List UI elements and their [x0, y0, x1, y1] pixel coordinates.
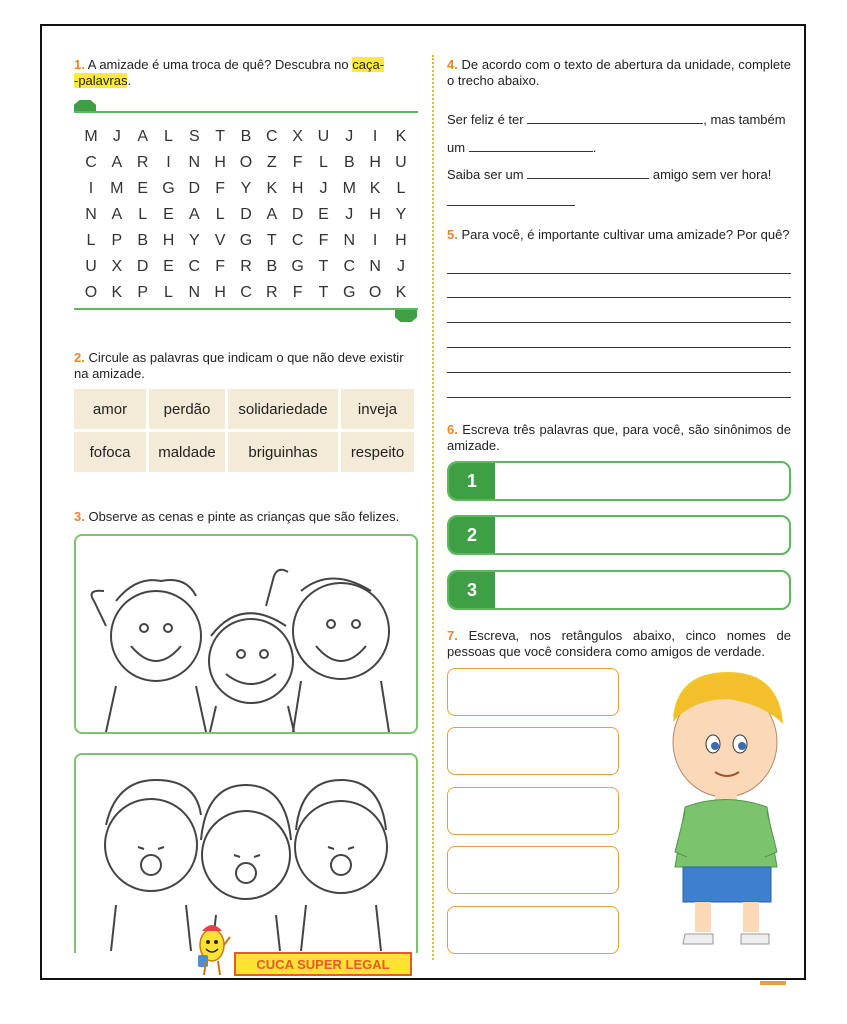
wordsearch-letter[interactable]: L [138, 206, 148, 223]
wordsearch-letter[interactable]: K [395, 128, 407, 145]
wordsearch-letter[interactable]: K [111, 284, 123, 301]
wordsearch-letter[interactable]: G [291, 258, 304, 275]
wordsearch-letter[interactable]: R [136, 154, 149, 171]
friend-name-box[interactable] [447, 668, 619, 716]
wordsearch-letter[interactable]: H [395, 232, 407, 249]
question-text: Observe as cenas e pinte as crianças que são felizes. [88, 509, 400, 524]
wordsearch-letter[interactable]: F [292, 154, 303, 171]
word-cell[interactable]: respeito [341, 432, 414, 472]
wordsearch-letter[interactable]: X [292, 128, 303, 145]
question-2 [74, 350, 420, 382]
wordsearch-letter[interactable]: J [396, 258, 405, 275]
wordsearch-row [74, 254, 418, 280]
wordsearch-letter[interactable]: J [319, 180, 328, 197]
word-search-grid[interactable] [74, 124, 418, 306]
synonym-box-1[interactable] [447, 461, 791, 501]
wordsearch-row [74, 124, 418, 150]
wordsearch-letter[interactable]: G [239, 232, 253, 249]
wordsearch-letter[interactable]: D [188, 180, 201, 197]
wordsearch-letter[interactable]: G [162, 180, 175, 197]
wordsearch-letter[interactable]: T [215, 128, 226, 145]
wordsearch-letter[interactable]: O [239, 154, 253, 171]
question-4 [447, 57, 791, 89]
wordsearch-letter[interactable]: Z [266, 154, 277, 171]
wordsearch-row [74, 150, 418, 176]
wordsearch-letter[interactable]: D [240, 206, 252, 223]
word-cell[interactable]: amor [74, 389, 146, 429]
wordsearch-letter[interactable]: J [112, 128, 121, 145]
wordsearch-letter[interactable]: K [395, 284, 407, 301]
wordsearch-letter[interactable]: L [215, 206, 225, 223]
question-text: Escreva três palavras que, para você, são sinônimos de amizade. [447, 422, 791, 453]
wordsearch-letter[interactable]: U [85, 258, 97, 275]
wordsearch-row [74, 280, 418, 306]
question-number: 6. [447, 422, 458, 437]
question-number: 7. [447, 628, 458, 643]
wordsearch-letter[interactable]: H [162, 232, 175, 249]
wordsearch-letter[interactable]: U [395, 154, 407, 171]
question-number: 1. [74, 57, 85, 72]
question-text: Para você, é importante cultivar uma amizade? Por quê? [461, 227, 790, 242]
box-number: 3 [449, 572, 495, 608]
word-cell[interactable]: maldade [149, 432, 225, 472]
wordsearch-letter[interactable]: B [343, 154, 355, 171]
wordsearch-letter[interactable]: I [88, 180, 94, 197]
wordsearch-letter[interactable]: A [111, 206, 123, 223]
wordsearch-row [74, 228, 418, 254]
question-7 [447, 628, 791, 660]
wordsearch-letter[interactable]: S [188, 128, 200, 145]
wordsearch-letter[interactable]: R [240, 258, 252, 275]
wordsearch-letter[interactable]: L [164, 284, 173, 301]
wordsearch-letter[interactable]: N [343, 232, 356, 249]
wordsearch-letter[interactable]: C [240, 284, 252, 301]
wordsearch-letter[interactable]: C [85, 154, 97, 171]
wordsearch-letter[interactable]: A [266, 206, 278, 223]
wordsearch-letter[interactable]: N [188, 284, 201, 301]
children-sketch-icon [76, 536, 416, 732]
box-number: 2 [449, 517, 495, 553]
wordsearch-letter[interactable]: P [137, 284, 148, 301]
wordsearch-letter[interactable]: F [318, 232, 329, 249]
wordsearch-letter[interactable]: A [137, 128, 148, 145]
word-cell[interactable]: inveja [341, 389, 414, 429]
fill-blank[interactable] [469, 151, 593, 152]
friend-name-box[interactable] [447, 787, 619, 835]
wordsearch-row [74, 176, 418, 202]
wordsearch-top-line [74, 111, 418, 113]
wordsearch-letter[interactable]: Y [240, 180, 252, 197]
wordsearch-letter[interactable]: T [266, 232, 277, 249]
answer-line[interactable] [447, 273, 791, 274]
wordsearch-letter[interactable]: F [215, 258, 226, 275]
wordsearch-letter[interactable]: C [343, 258, 356, 275]
boy-illustration-icon [655, 672, 795, 957]
answer-line[interactable] [447, 397, 791, 398]
wordsearch-letter[interactable]: K [266, 180, 278, 197]
wordsearch-letter[interactable]: E [163, 206, 174, 223]
question-text: De acordo com o texto de abertura da unidade, complete o trecho abaixo. [447, 57, 791, 88]
highlight-word: caça- [352, 57, 385, 72]
wordsearch-letter[interactable]: L [396, 180, 406, 197]
wordsearch-letter[interactable]: J [345, 206, 354, 223]
wordsearch-letter[interactable]: U [317, 128, 330, 145]
wordsearch-row [74, 202, 418, 228]
wordsearch-letter[interactable]: L [319, 154, 328, 171]
wordsearch-letter[interactable]: M [342, 180, 356, 197]
column-divider [432, 55, 434, 960]
wordsearch-letter[interactable]: O [368, 284, 382, 301]
word-table [74, 389, 417, 472]
answer-line[interactable] [447, 347, 791, 348]
box-number: 1 [449, 463, 495, 499]
wordsearch-letter[interactable]: G [343, 284, 356, 301]
wordsearch-letter[interactable]: T [318, 258, 329, 275]
wordsearch-letter[interactable]: N [188, 154, 201, 171]
wordsearch-letter[interactable]: X [111, 258, 123, 275]
wordsearch-letter[interactable]: A [188, 206, 200, 223]
friend-name-box[interactable] [447, 846, 619, 894]
wordsearch-letter[interactable]: H [369, 206, 381, 223]
wordsearch-letter[interactable]: M [110, 180, 124, 197]
wordsearch-letter[interactable]: N [369, 258, 381, 275]
word-cell[interactable]: solidariedade [228, 389, 338, 429]
wordsearch-letter[interactable]: F [215, 180, 226, 197]
children-sketch-icon [76, 755, 416, 951]
question-1: 1. A amizade é uma troca de quê? Descubra no caça- -palavras. [74, 57, 385, 88]
wordsearch-letter[interactable]: Y [188, 232, 200, 249]
friend-name-box[interactable] [447, 727, 619, 775]
synonym-box-2[interactable] [447, 515, 791, 555]
wordsearch-letter[interactable]: B [137, 232, 148, 249]
word-cell[interactable]: fofoca [74, 432, 146, 472]
wordsearch-letter[interactable]: H [214, 154, 226, 171]
wordsearch-letter[interactable]: H [214, 284, 226, 301]
mascot-icon [192, 917, 232, 977]
wordsearch-letter[interactable]: I [372, 232, 378, 249]
wordsearch-letter[interactable]: D [136, 258, 149, 275]
wordsearch-letter[interactable]: E [137, 180, 148, 197]
question-number: 3. [74, 509, 85, 524]
wordsearch-letter[interactable]: E [318, 206, 329, 223]
fill-blank[interactable] [527, 123, 703, 124]
fill-line-1: Ser feliz é ter , mas também [447, 112, 786, 127]
wordsearch-letter[interactable]: E [163, 258, 174, 275]
fill-blank[interactable] [447, 205, 575, 206]
wordsearch-letter[interactable]: I [372, 128, 378, 145]
synonym-box-3[interactable] [447, 570, 791, 610]
footer-badge: CUCA SUPER LEGAL [234, 952, 412, 976]
wordsearch-letter[interactable]: H [291, 180, 304, 197]
wordsearch-letter[interactable]: C [188, 258, 201, 275]
wordsearch-letter[interactable]: C [266, 128, 278, 145]
question-number: 5. [447, 227, 458, 242]
question-text: Circule as palavras que indicam o que não deve existir na amizade. [74, 350, 404, 381]
question-5 [447, 227, 791, 243]
wordsearch-letter[interactable]: H [369, 154, 381, 171]
question-3 [74, 509, 420, 525]
wordsearch-letter[interactable]: M [84, 128, 98, 145]
question-text: A amizade é uma troca de quê? Descubra no [87, 57, 349, 72]
answer-line[interactable] [447, 322, 791, 323]
answer-line[interactable] [447, 297, 791, 298]
page-corner-mark [760, 981, 786, 985]
friend-name-box[interactable] [447, 906, 619, 954]
wordsearch-letter[interactable]: B [240, 128, 252, 145]
wordsearch-letter[interactable]: N [85, 206, 97, 223]
word-cell[interactable]: briguinhas [228, 432, 338, 472]
sad-children-illustration[interactable] [74, 753, 418, 953]
wordsearch-letter[interactable]: Y [395, 206, 407, 223]
wordsearch-letter[interactable]: D [291, 206, 304, 223]
wordsearch-letter[interactable]: P [111, 232, 123, 249]
wordsearch-letter[interactable]: K [369, 180, 381, 197]
fill-blank[interactable] [527, 178, 649, 179]
wordsearch-letter[interactable]: B [266, 258, 278, 275]
answer-line[interactable] [447, 372, 791, 373]
question-text: Escreva, nos retângulos abaixo, cinco nomes de pessoas que você considera como amigos de verdade. [447, 628, 791, 659]
fill-line-2: um . [447, 140, 597, 155]
fill-line-3: Saiba ser um amigo sem ver hora! [447, 167, 772, 182]
wordsearch-letter[interactable]: L [164, 128, 173, 145]
wordsearch-bottom-line [74, 308, 418, 310]
wordsearch-letter[interactable]: O [84, 284, 98, 301]
wordsearch-letter[interactable]: T [318, 284, 329, 301]
wordsearch-letter[interactable]: F [292, 284, 303, 301]
wordsearch-letter[interactable]: L [86, 232, 96, 249]
wordsearch-letter[interactable]: C [291, 232, 304, 249]
wordsearch-letter[interactable]: J [345, 128, 354, 145]
wordsearch-letter[interactable]: R [266, 284, 278, 301]
wordsearch-letter[interactable]: I [166, 154, 171, 171]
word-cell[interactable]: perdão [149, 389, 225, 429]
question-number: 4. [447, 57, 458, 72]
wordsearch-letter[interactable]: A [111, 154, 123, 171]
wordsearch-letter[interactable]: V [214, 232, 226, 249]
highlight-word: -palavras [74, 73, 128, 88]
question-6 [447, 422, 791, 454]
happy-children-illustration[interactable] [74, 534, 418, 734]
question-number: 2. [74, 350, 85, 365]
